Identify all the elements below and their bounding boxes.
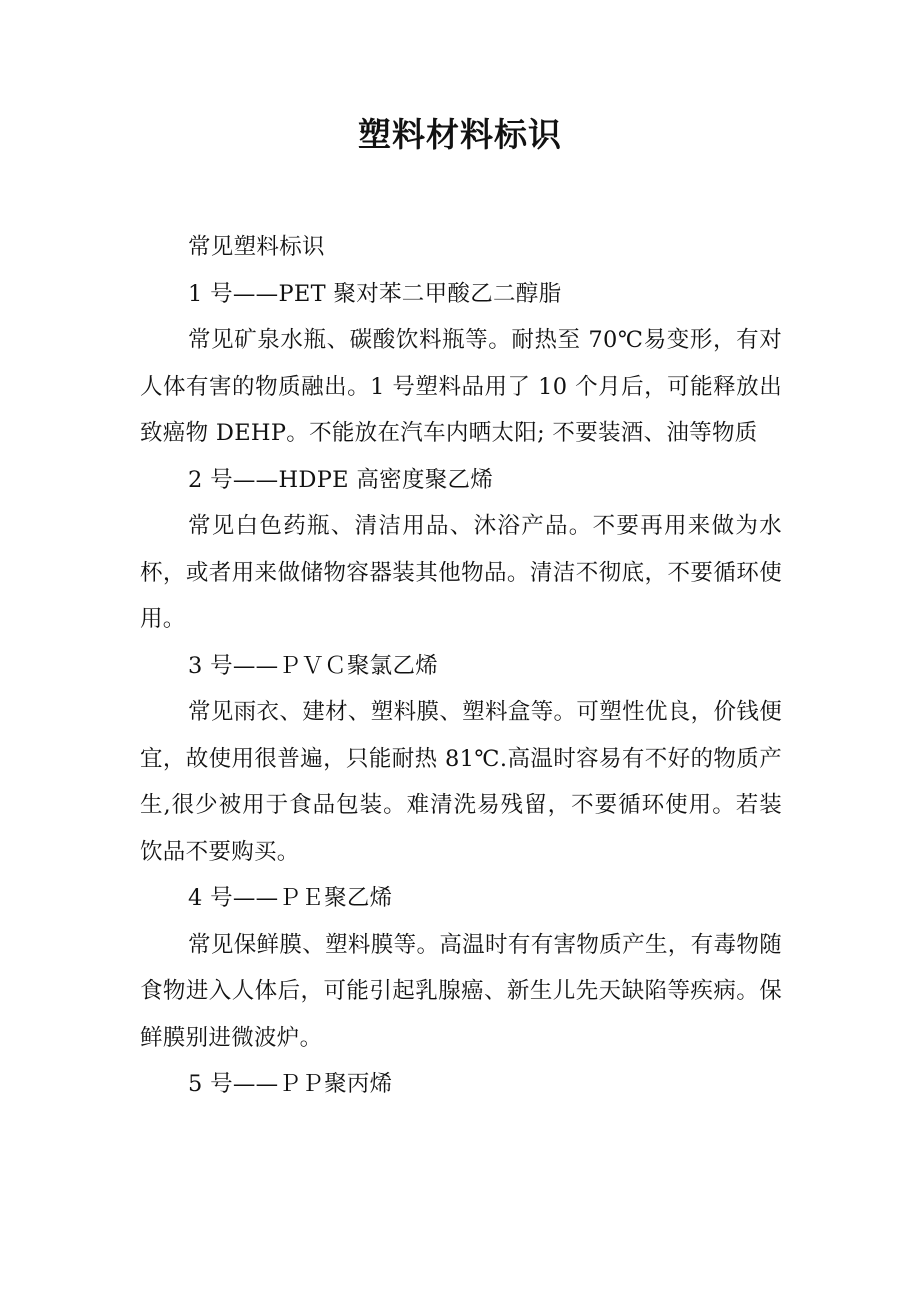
paragraph-hdpe-description: 常见白色药瓶、清洁用品、沐浴产品。不要再用来做为水杯，或者用来做储物容器装其他物品。清洁不彻底，不要循环使用。 [140,513,782,632]
paragraph-text: 5 号——ＰＰ聚丙烯 [188,1071,393,1097]
paragraph-text: 1 号——PET 聚对苯二甲酸乙二醇脂 [188,280,562,307]
section-heading-pe [140,875,782,922]
paragraph-pet-description: 常见矿泉水瓶、碳酸饮料瓶等。耐热至 70℃易变形，有对人体有害的物质融出。1 号塑料品用了 10 个月后，可能释放出致癌物 DEHP。不能放在汽车内晒太阳; 不要装酒、油等物质 [140,327,782,446]
section-heading-pvc [140,643,782,690]
section-heading-hdpe [140,457,782,504]
paragraph-text: 2 号——HDPE 高密度聚乙烯 [188,466,494,493]
section-heading-common-labels [140,224,782,271]
paragraph-text: 常见塑料标识 [188,234,325,260]
document-body [140,224,782,1108]
paragraph-text: 4 号——ＰＥ聚乙烯 [188,885,393,911]
paragraph-text: 3 号——ＰＶＣ聚氯乙烯 [188,652,439,679]
paragraph-pvc-description: 常见雨衣、建材、塑料膜、塑料盒等。可塑性优良，价钱便宜，故使用很普遍，只能耐热 81℃.高温时容易有不好的物质产生,很少被用于食品包装。难清洗易残留，不要循环使用。若装饮品不要购买。 [140,699,782,865]
section-heading-pet [140,271,782,318]
section-heading-pp [140,1061,782,1108]
document-title: 塑料材料标识 [358,115,562,154]
paragraph-pe-description: 常见保鲜膜、塑料膜等。高温时有有害物质产生，有毒物随食物进入人体后，可能引起乳腺癌、新生儿先天缺陷等疾病。保鲜膜别进微波炉。 [140,931,782,1051]
